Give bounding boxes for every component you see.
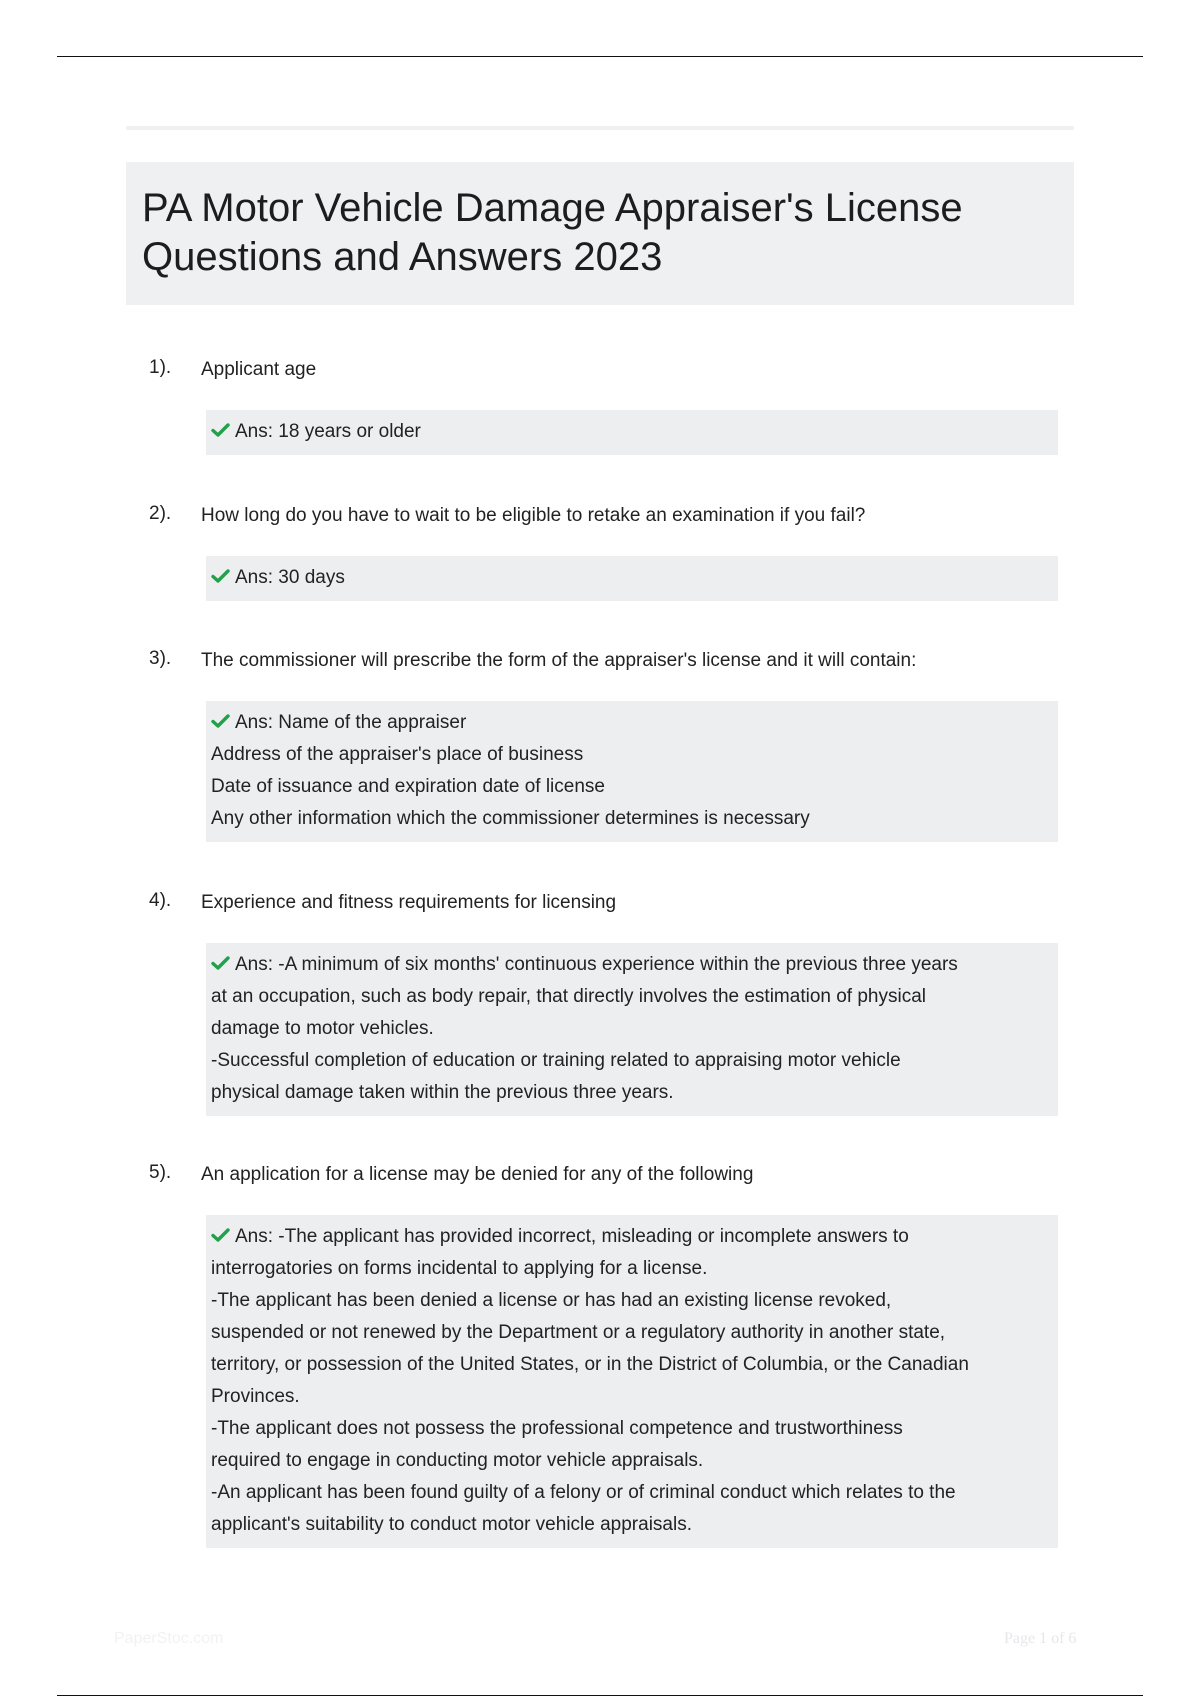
answer-line: suspended or not renewed by the Department or a regulatory authority in another state, bbox=[211, 1322, 946, 1343]
answer-line: Ans: 30 days bbox=[235, 567, 345, 588]
question-number: 2). bbox=[149, 503, 172, 524]
answer-line: Any other information which the commissioner determines is necessary bbox=[211, 808, 810, 829]
page-title-line-1: PA Motor Vehicle Damage Appraiser's License bbox=[142, 186, 963, 230]
answer-line: applicant's suitability to conduct motor vehicle appraisals. bbox=[211, 1514, 692, 1535]
title-banner bbox=[126, 162, 1074, 305]
answer-box-1 bbox=[206, 410, 1058, 455]
answer-line: Ans: Name of the appraiser bbox=[235, 712, 467, 733]
bottom-rule bbox=[57, 1695, 1143, 1696]
question-text: Applicant age bbox=[201, 359, 317, 380]
checkmark-icon bbox=[211, 955, 230, 971]
top-rule bbox=[57, 56, 1143, 57]
answer-line: Ans: 18 years or older bbox=[235, 421, 421, 442]
checkmark-icon bbox=[211, 568, 230, 584]
answer-line: at an occupation, such as body repair, that directly involves the estimation of physical bbox=[211, 986, 927, 1007]
checkmark-icon bbox=[211, 422, 230, 438]
answer-line: interrogatories on forms incidental to applying for a license. bbox=[211, 1258, 708, 1279]
answer-line: Provinces. bbox=[211, 1386, 300, 1407]
question-number: 5). bbox=[149, 1162, 172, 1183]
question-text: The commissioner will prescribe the form of the appraiser's license and it will contain: bbox=[201, 650, 917, 671]
footer-watermark: PaperStoc.com bbox=[114, 1630, 224, 1647]
answer-line: Ans: -The applicant has provided incorrect, misleading or incomplete answers to bbox=[235, 1226, 909, 1247]
answer-line: -Successful completion of education or training related to appraising motor vehicle bbox=[211, 1050, 901, 1071]
answer-line: Ans: -A minimum of six months' continuous experience within the previous three years bbox=[235, 954, 958, 975]
answer-line: territory, or possession of the United States, or in the District of Columbia, or the Canadian bbox=[211, 1354, 969, 1375]
question-text: An application for a license may be denied for any of the following bbox=[201, 1164, 754, 1185]
answer-box-2 bbox=[206, 556, 1058, 601]
question-number: 1). bbox=[149, 357, 172, 378]
checkmark-icon bbox=[211, 1227, 230, 1243]
answer-box-5 bbox=[206, 1215, 1058, 1548]
answer-box-3 bbox=[206, 701, 1058, 842]
answer-line: -An applicant has been found guilty of a felony or of criminal conduct which relates to the bbox=[211, 1482, 956, 1503]
page-title-line-2: Questions and Answers 2023 bbox=[142, 235, 663, 279]
question-text: Experience and fitness requirements for licensing bbox=[201, 892, 617, 913]
answer-line: Date of issuance and expiration date of license bbox=[211, 776, 605, 797]
answer-line: -The applicant does not possess the professional competence and trustworthiness bbox=[211, 1418, 903, 1439]
page-number: Page 1 of 6 bbox=[1004, 1630, 1077, 1647]
question-text: How long do you have to wait to be eligible to retake an examination if you fail? bbox=[201, 505, 866, 526]
question-number: 4). bbox=[149, 890, 172, 911]
answer-line: damage to motor vehicles. bbox=[211, 1018, 434, 1039]
answer-line: physical damage taken within the previous three years. bbox=[211, 1082, 674, 1103]
answer-line: required to engage in conducting motor vehicle appraisals. bbox=[211, 1450, 704, 1471]
answer-line: -The applicant has been denied a license or has had an existing license revoked, bbox=[211, 1290, 892, 1311]
header-divider bbox=[126, 126, 1074, 130]
answer-box-4 bbox=[206, 943, 1058, 1116]
question-number: 3). bbox=[149, 648, 172, 669]
checkmark-icon bbox=[211, 713, 230, 729]
answer-line: Address of the appraiser's place of business bbox=[211, 744, 584, 765]
